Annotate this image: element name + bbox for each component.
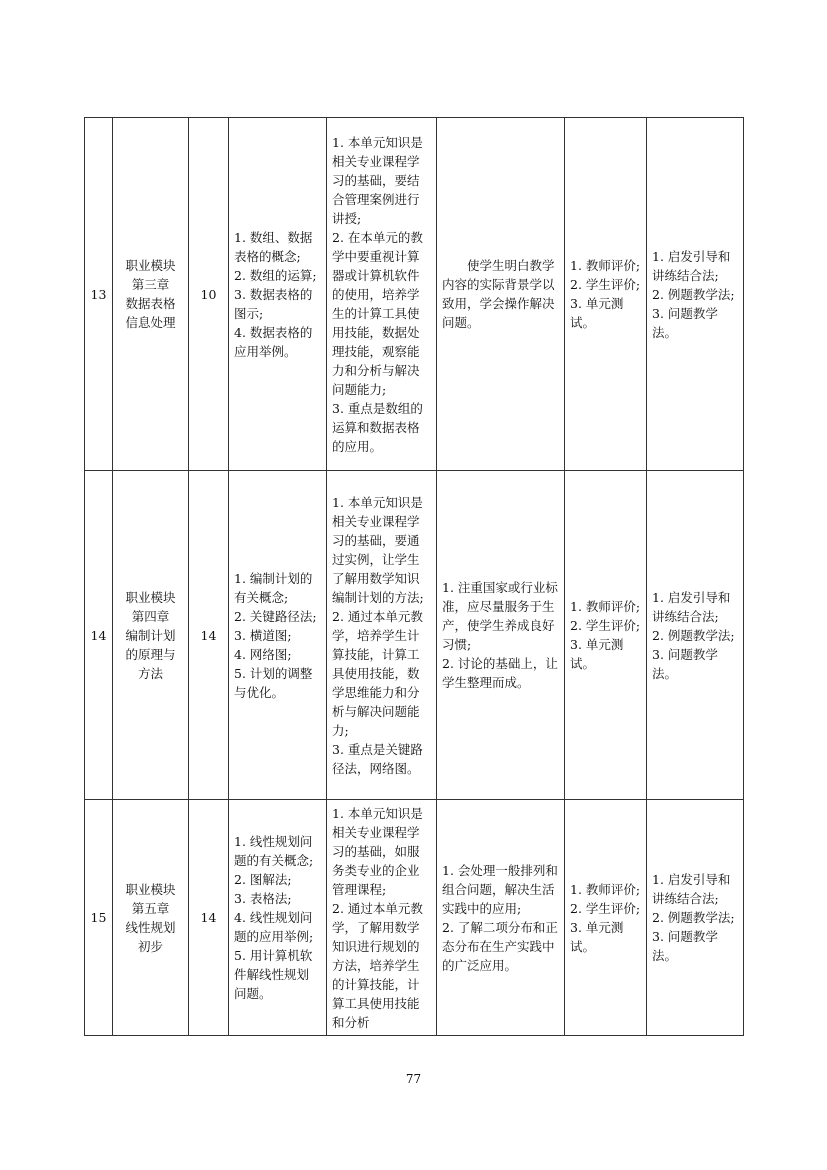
unit-title: 职业模块 第四章 编制计划 的原理与 方法 (113, 471, 189, 800)
teaching-requirements: 1. 本单元知识是相关专业课程学习的基础，要结合管理案例进行讲授; 2. 在本单元的教学中要重视计算器或计算机软件的使用，培养学生的计算工具使用技能，数据处理技能，观察能力和分析与解决问题能力; 3. 重点是数组的运算和数据表格的应用。 (327, 118, 437, 471)
evaluation-methods: 1. 教师评价; 2. 学生评价; 3. 单元测试。 (565, 118, 647, 471)
table-row (85, 471, 744, 800)
course-table (84, 117, 744, 1036)
teaching-goals: 使学生明白教学内容的实际背景学以致用，学会操作解决问题。 (437, 118, 565, 471)
table-row (85, 800, 744, 1036)
teaching-content: 1. 编制计划的有关概念; 2. 关键路径法; 3. 横道图; 4. 网络图; 5. 计划的调整与优化。 (229, 471, 327, 800)
row-number: 15 (85, 800, 113, 1036)
teaching-content: 1. 数组、数据表格的概念; 2. 数组的运算; 3. 数据表格的图示; 4. 数据表格的应用举例。 (229, 118, 327, 471)
evaluation-methods: 1. 教师评价; 2. 学生评价; 3. 单元测试。 (565, 800, 647, 1036)
row-number: 13 (85, 118, 113, 471)
page-number: 77 (405, 1072, 422, 1086)
teaching-methods: 1. 启发引导和讲练结合法; 2. 例题教学法; 3. 问题教学法。 (647, 800, 744, 1036)
class-hours: 10 (189, 118, 229, 471)
class-hours: 14 (189, 800, 229, 1036)
evaluation-methods: 1. 教师评价; 2. 学生评价; 3. 单元测试。 (565, 471, 647, 800)
teaching-requirements: 1. 本单元知识是相关专业课程学习的基础，如服务类专业的企业管理课程; 2. 通过本单元教学，了解用数学知识进行规划的方法，培养学生的计算技能，计算工具使用技能和分析 (327, 800, 437, 1036)
unit-title: 职业模块 第五章 线性规划 初步 (113, 800, 189, 1036)
teaching-content: 1. 线性规划问题的有关概念; 2. 图解法; 3. 表格法; 4. 线性规划问题的应用举例; 5. 用计算机软件解线性规划问题。 (229, 800, 327, 1036)
teaching-goals: 1. 会处理一般排列和组合问题，解决生活实践中的应用; 2. 了解二项分布和正态分布在生产实践中的广泛应用。 (437, 800, 565, 1036)
teaching-methods: 1. 启发引导和讲练结合法; 2. 例题教学法; 3. 问题教学法。 (647, 471, 744, 800)
class-hours: 14 (189, 471, 229, 800)
table-row (85, 118, 744, 471)
teaching-requirements: 1. 本单元知识是相关专业课程学习的基础，要通过实例，让学生了解用数学知识编制计划的方法; 2. 通过本单元教学，培养学生计算技能，计算工具使用技能，数学思维能力和分析与解决问题能力; 3. 重点是关键路径法，网络图。 (327, 471, 437, 800)
unit-title: 职业模块 第三章 数据表格 信息处理 (113, 118, 189, 471)
teaching-goals: 1. 注重国家或行业标准，应尽量服务于生产，使学生养成良好习惯; 2. 讨论的基础上，让学生整理而成。 (437, 471, 565, 800)
teaching-methods: 1. 启发引导和讲练结合法; 2. 例题教学法; 3. 问题教学法。 (647, 118, 744, 471)
row-number: 14 (85, 471, 113, 800)
